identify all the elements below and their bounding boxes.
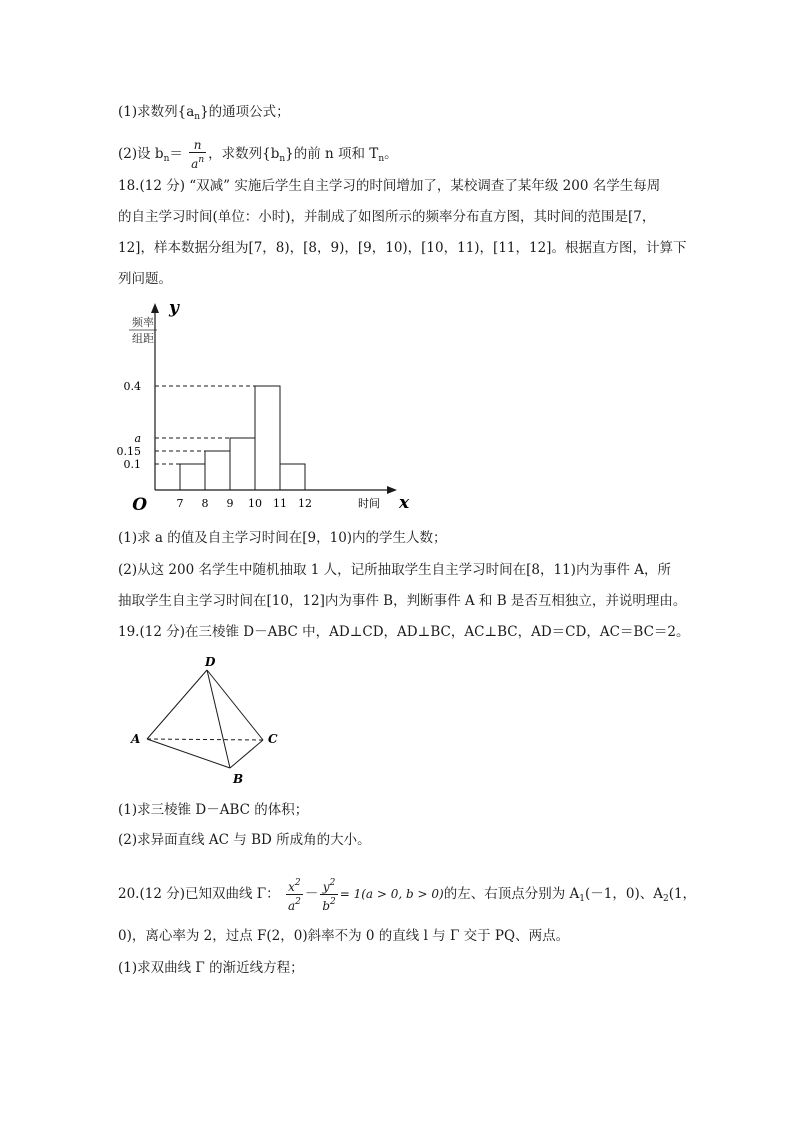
x-tick-label: 8 — [201, 497, 209, 510]
q18-text-line3: 12]，样本数据分组为[7，8)，[8，9)，[9，10)，[10，11)，[11，12]。根据直方图，计算下 — [118, 240, 687, 256]
frequency-histogram — [116, 295, 415, 520]
histogram-bar — [180, 464, 205, 490]
q20-text-line1: 20.(12 分)已知双曲线 Γ： $\frac{x^2}{a^2}$ － $\frac{y^2}{b^2}$ = 1(a > 0, b > 0)的左、右顶点分别为 $A_1(-1$，0)、$A_2(1$， — [118, 878, 697, 913]
histogram-bar — [255, 386, 280, 490]
vertex-label-D: D — [205, 655, 216, 669]
histogram-bar — [205, 451, 230, 490]
y-label-numerator: 频率 — [132, 316, 154, 329]
q18-sub1: (1)求 a 的值及自主学习时间在[9，10)内的学生人数； — [118, 530, 447, 546]
q18-text-line2: 的自主学习时间(单位：小时)，并制成了如图所示的频率分布直方图，其时间的范围是[7， — [118, 209, 656, 225]
q19-text: 19.(12 分)在三棱锥 D－ABC 中，AD⊥CD，AD⊥BC，AC⊥BC，AD＝CD，AC＝BC＝2。 — [118, 624, 690, 640]
q18-text-line4: 列问题。 — [118, 271, 172, 287]
y-tick-label: a — [134, 432, 141, 445]
q19-sub2: (2)求异面直线 AC 与 BD 所成角的大小。 — [118, 832, 371, 848]
fraction-n-over-a-n: $\frac{n}{a^n}$ — [191, 138, 205, 171]
edge-BC — [230, 740, 263, 768]
y-tick-label: 0.15 — [116, 445, 141, 458]
x-tick-label: 12 — [298, 497, 312, 510]
histogram-bar — [280, 464, 305, 490]
y-axis-letter: y — [169, 298, 179, 318]
q17-part2: (2)设 $b_n=$ $\frac{n}{a^n}$ ，求数列$\{b_n\}$的前 n 项和 $T_n$。 — [118, 138, 398, 171]
x-tick-label: 10 — [248, 497, 262, 510]
q18-text-line1: 18.(12 分) “双减” 实施后学生自主学习的时间增加了，某校调查了某年级 200 名学生每周 — [118, 178, 661, 194]
tetrahedron-diagram — [125, 650, 295, 790]
vertex-label-C: C — [268, 732, 278, 746]
y-label-denominator: 组距 — [132, 332, 154, 345]
edge-AB — [147, 739, 230, 768]
edge-AC-hidden — [147, 739, 263, 740]
x-axis-letter: x — [399, 493, 410, 513]
fraction-x2-over-a2: $\frac{x^2}{a^2}$ — [287, 878, 301, 913]
q18-sub2-line1: (2)从这 200 名学生中随机抽取 1 人，记所抽取学生自主学习时间在[8，11)内为事件 A，所 — [118, 562, 671, 578]
edge-DA — [147, 670, 207, 739]
y-tick-label: 0.1 — [123, 458, 141, 471]
x-tick-label: 11 — [273, 497, 287, 510]
vertex-label-B: B — [233, 772, 244, 786]
x-axis-arrow — [387, 486, 397, 494]
q17-part1: (1)求数列$\{a_n\}$的通项公式； — [118, 104, 290, 122]
x-tick-label: 9 — [226, 497, 234, 510]
q19-sub1: (1)求三棱锥 D－ABC 的体积； — [118, 802, 309, 818]
q18-sub2-line2: 抽取学生自主学习时间在[10，12]内为事件 B，判断事件 A 和 B 是否互相独立，并说明理由。 — [118, 593, 687, 609]
x-axis-label: 时间 — [358, 497, 380, 510]
origin-label: O — [132, 495, 147, 515]
vertex-label-A: A — [131, 732, 141, 746]
y-axis-arrow — [151, 303, 159, 313]
fraction-y2-over-b2: $\frac{y^2}{b^2}$ — [322, 878, 336, 913]
y-tick-label: 0.4 — [123, 380, 141, 393]
x-tick-label: 7 — [176, 497, 184, 510]
q20-text-line2: 0)，离心率为 2，过点 F(2，0)斜率不为 0 的直线 l 与 Γ 交于 PQ、两点。 — [118, 928, 570, 944]
histogram-bar — [230, 438, 255, 490]
q20-sub1: (1)求双曲线 Γ 的渐近线方程； — [118, 960, 304, 976]
